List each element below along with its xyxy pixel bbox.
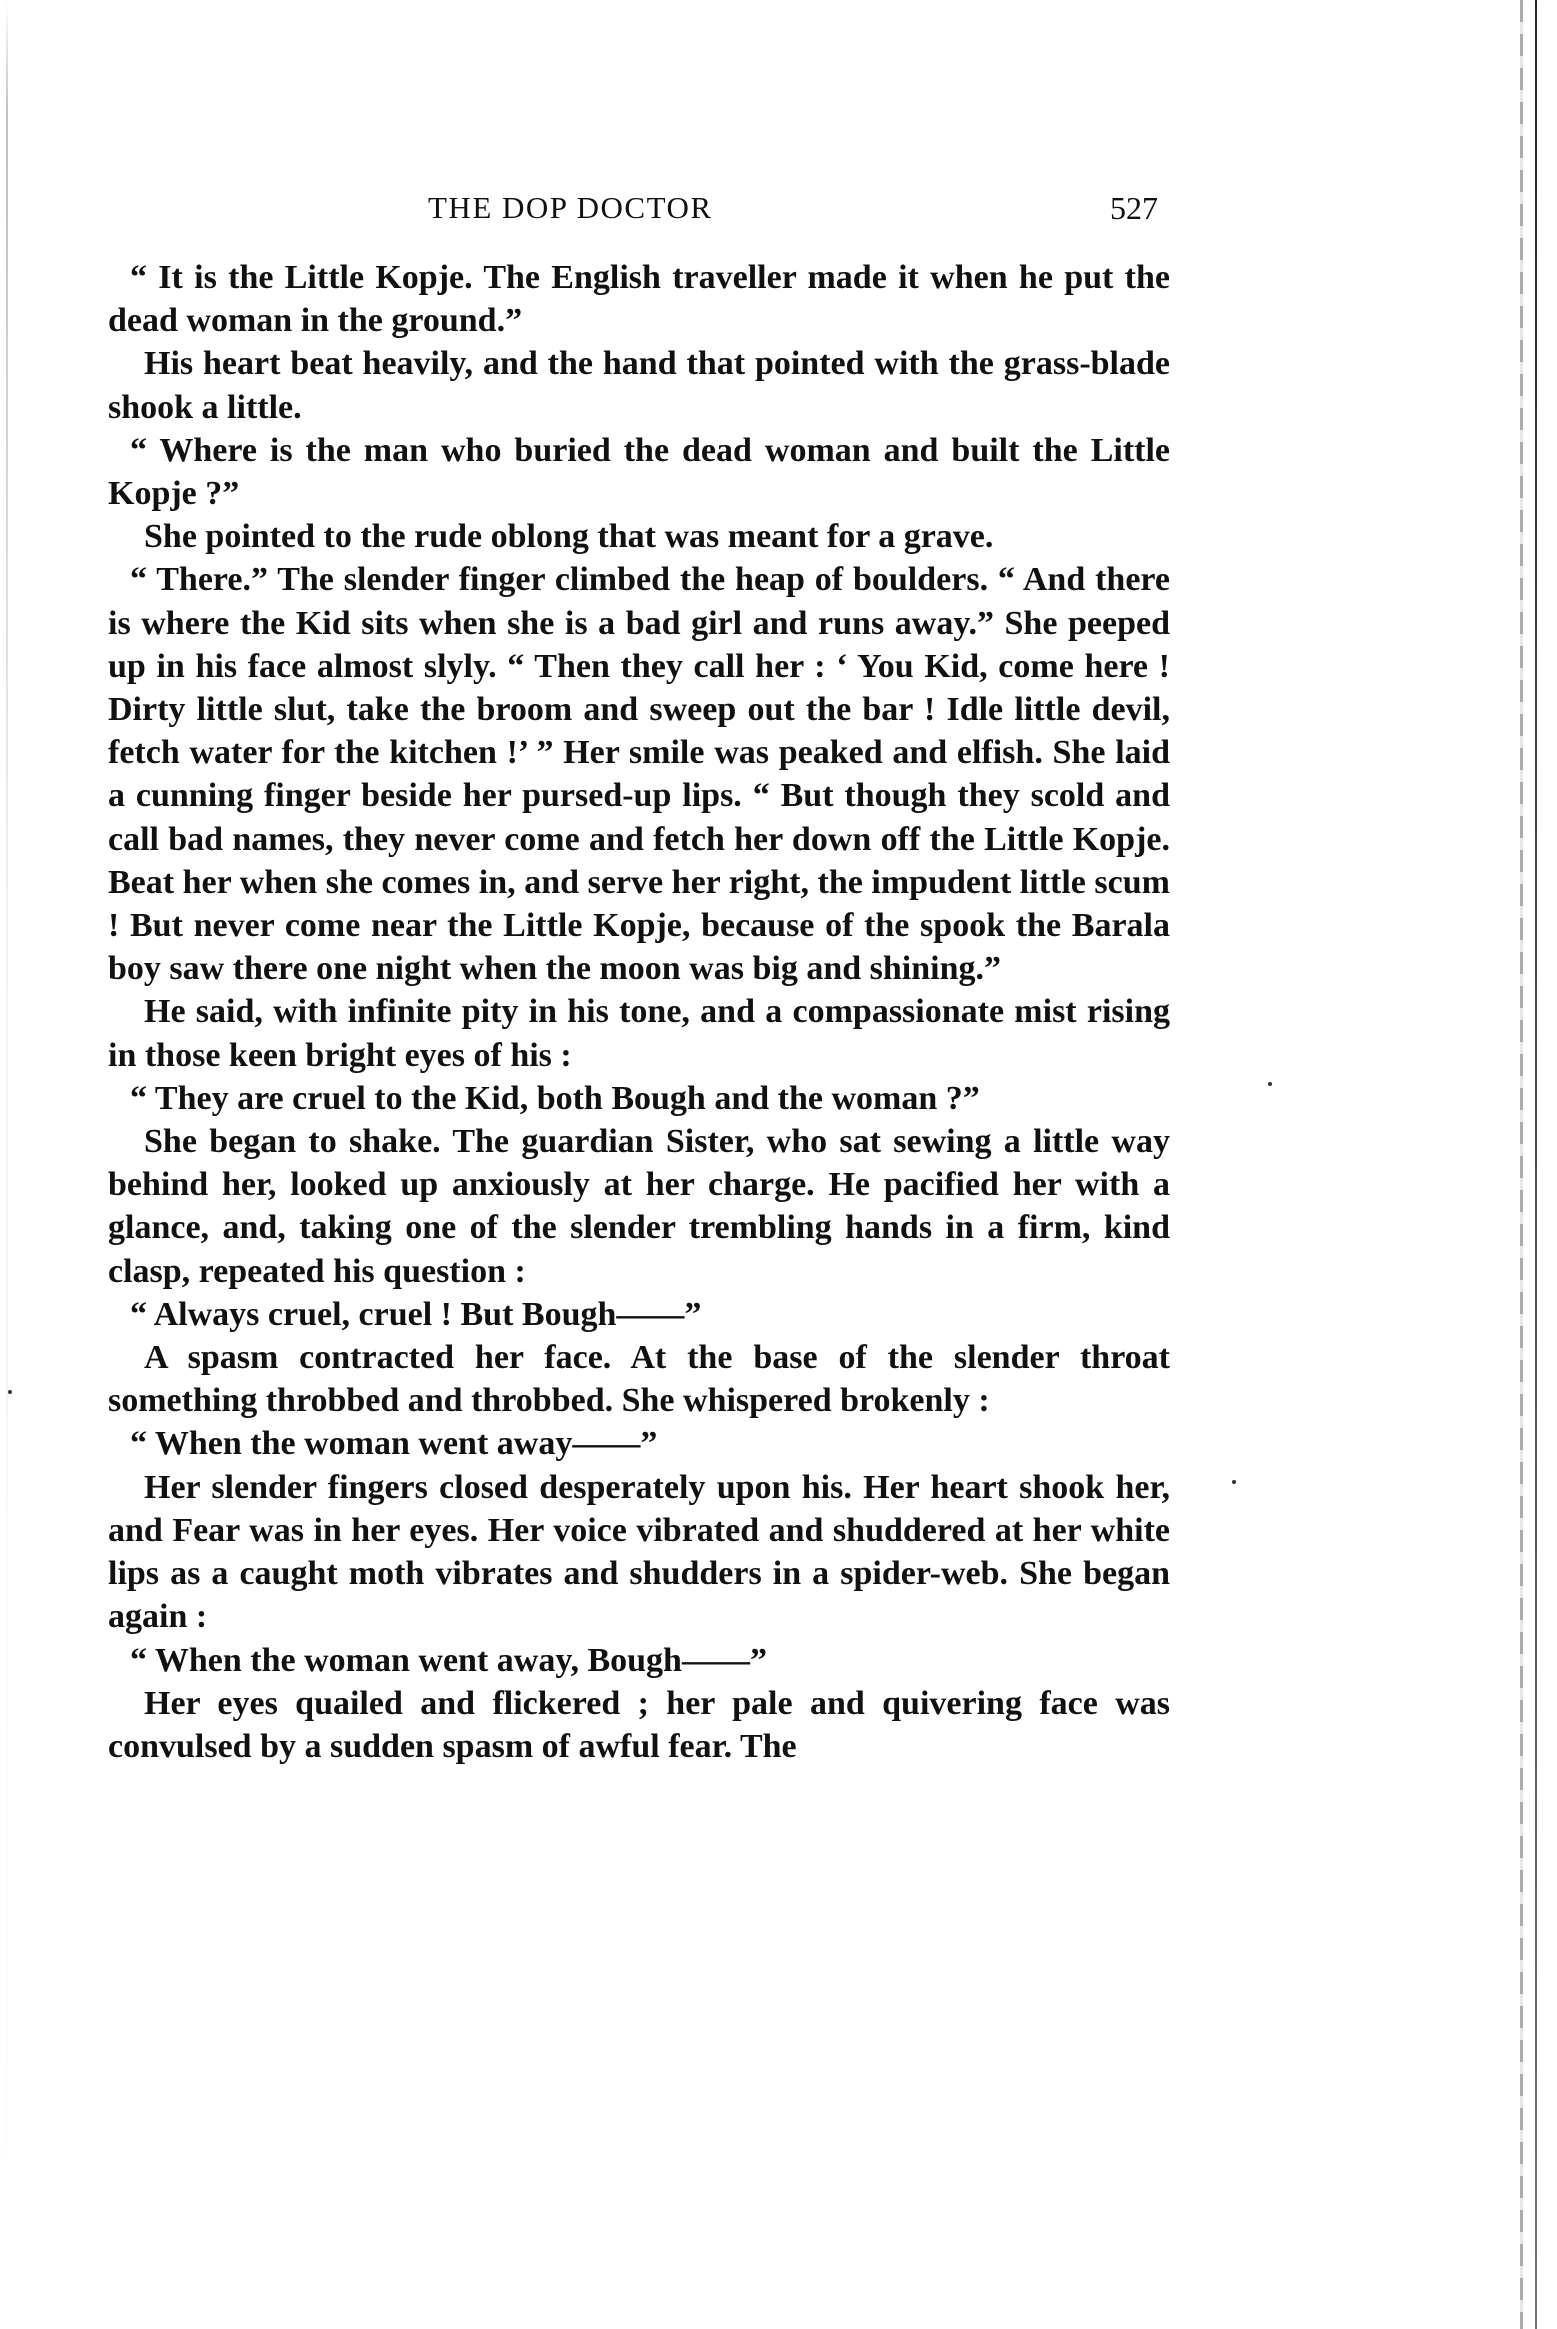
paragraph: “ There.” The slender finger climbed the heap of boulders. “ And there is where the Kid sits when she is a bad girl and runs away.” She peeped up in his face almost slyly. “ Then they call her : ‘ You Kid, come here ! Dirty little slut, take the broom and sweep out the bar ! Idle little devil, fetch water for the kitchen !’ ” Her smile was peaked and elfish. She laid a cunning finger beside her pursed-up lips. “ But though they scold and call bad names, they never come and fetch her down off the Little Kopje. Beat her when she comes in, and serve her right, the impudent little scum ! But never come near the Little Kopje, because of the spook the Barala boy saw there one night when the moon was big and shining.” — [108, 561, 1170, 988]
scan-edge-right — [1520, 0, 1523, 2329]
paragraph: “ They are cruel to the Kid, both Bough and the woman ?” — [130, 1079, 980, 1117]
paragraph: “ Always cruel, cruel ! But Bough——” — [130, 1295, 702, 1333]
paragraph: Her eyes quailed and flickered ; her pale and quivering face was convulsed by a sudden spasm of awful fear. The — [108, 1684, 1170, 1765]
stray-speck — [1232, 1480, 1236, 1484]
stray-speck — [1268, 1082, 1272, 1086]
paragraph: “ Where is the man who buried the dead woman and built the Little Kopje ?” — [108, 431, 1170, 513]
paragraph: She pointed to the rude oblong that was meant for a grave. — [144, 518, 994, 556]
scan-edge-left — [6, 0, 8, 2329]
paragraph: “ When the woman went away——” — [130, 1425, 658, 1463]
stray-speck — [8, 1390, 12, 1394]
paragraph: “ When the woman went away, Bough——” — [130, 1641, 767, 1679]
paragraph: “ It is the Little Kopje. The English traveller made it when he put the dead woman in the ground.” — [108, 259, 1170, 340]
page-header — [108, 190, 1158, 240]
scan-edge-right-outer — [1535, 0, 1537, 2329]
body-text — [108, 256, 1170, 1768]
paragraph: A spasm contracted her face. At the base of the slender throat something throbbed and throbbed. She whispered brokenly : — [108, 1339, 1170, 1420]
paragraph: She began to shake. The guardian Sister, who sat sewing a little way behind her, looked up anxiously at her charge. He pacified her with a glance, and, taking one of the slender trembling hands in a firm, kind clasp, repeated his question : — [108, 1123, 1170, 1290]
running-title: THE DOP DOCTOR — [428, 190, 713, 225]
page-number: 527 — [1110, 190, 1158, 226]
paragraph: He said, with infinite pity in his tone, and a compassionate mist rising in those keen bright eyes of his : — [108, 993, 1170, 1074]
paragraph: His heart beat heavily, and the hand that pointed with the grass-blade shook a little. — [108, 345, 1170, 426]
paragraph: Her slender fingers closed desperately upon his. Her heart shook her, and Fear was in her eyes. Her voice vibrated and shuddered at her white lips as a caught moth vibrates and shudders in a spider-web. She began again : — [108, 1468, 1170, 1636]
